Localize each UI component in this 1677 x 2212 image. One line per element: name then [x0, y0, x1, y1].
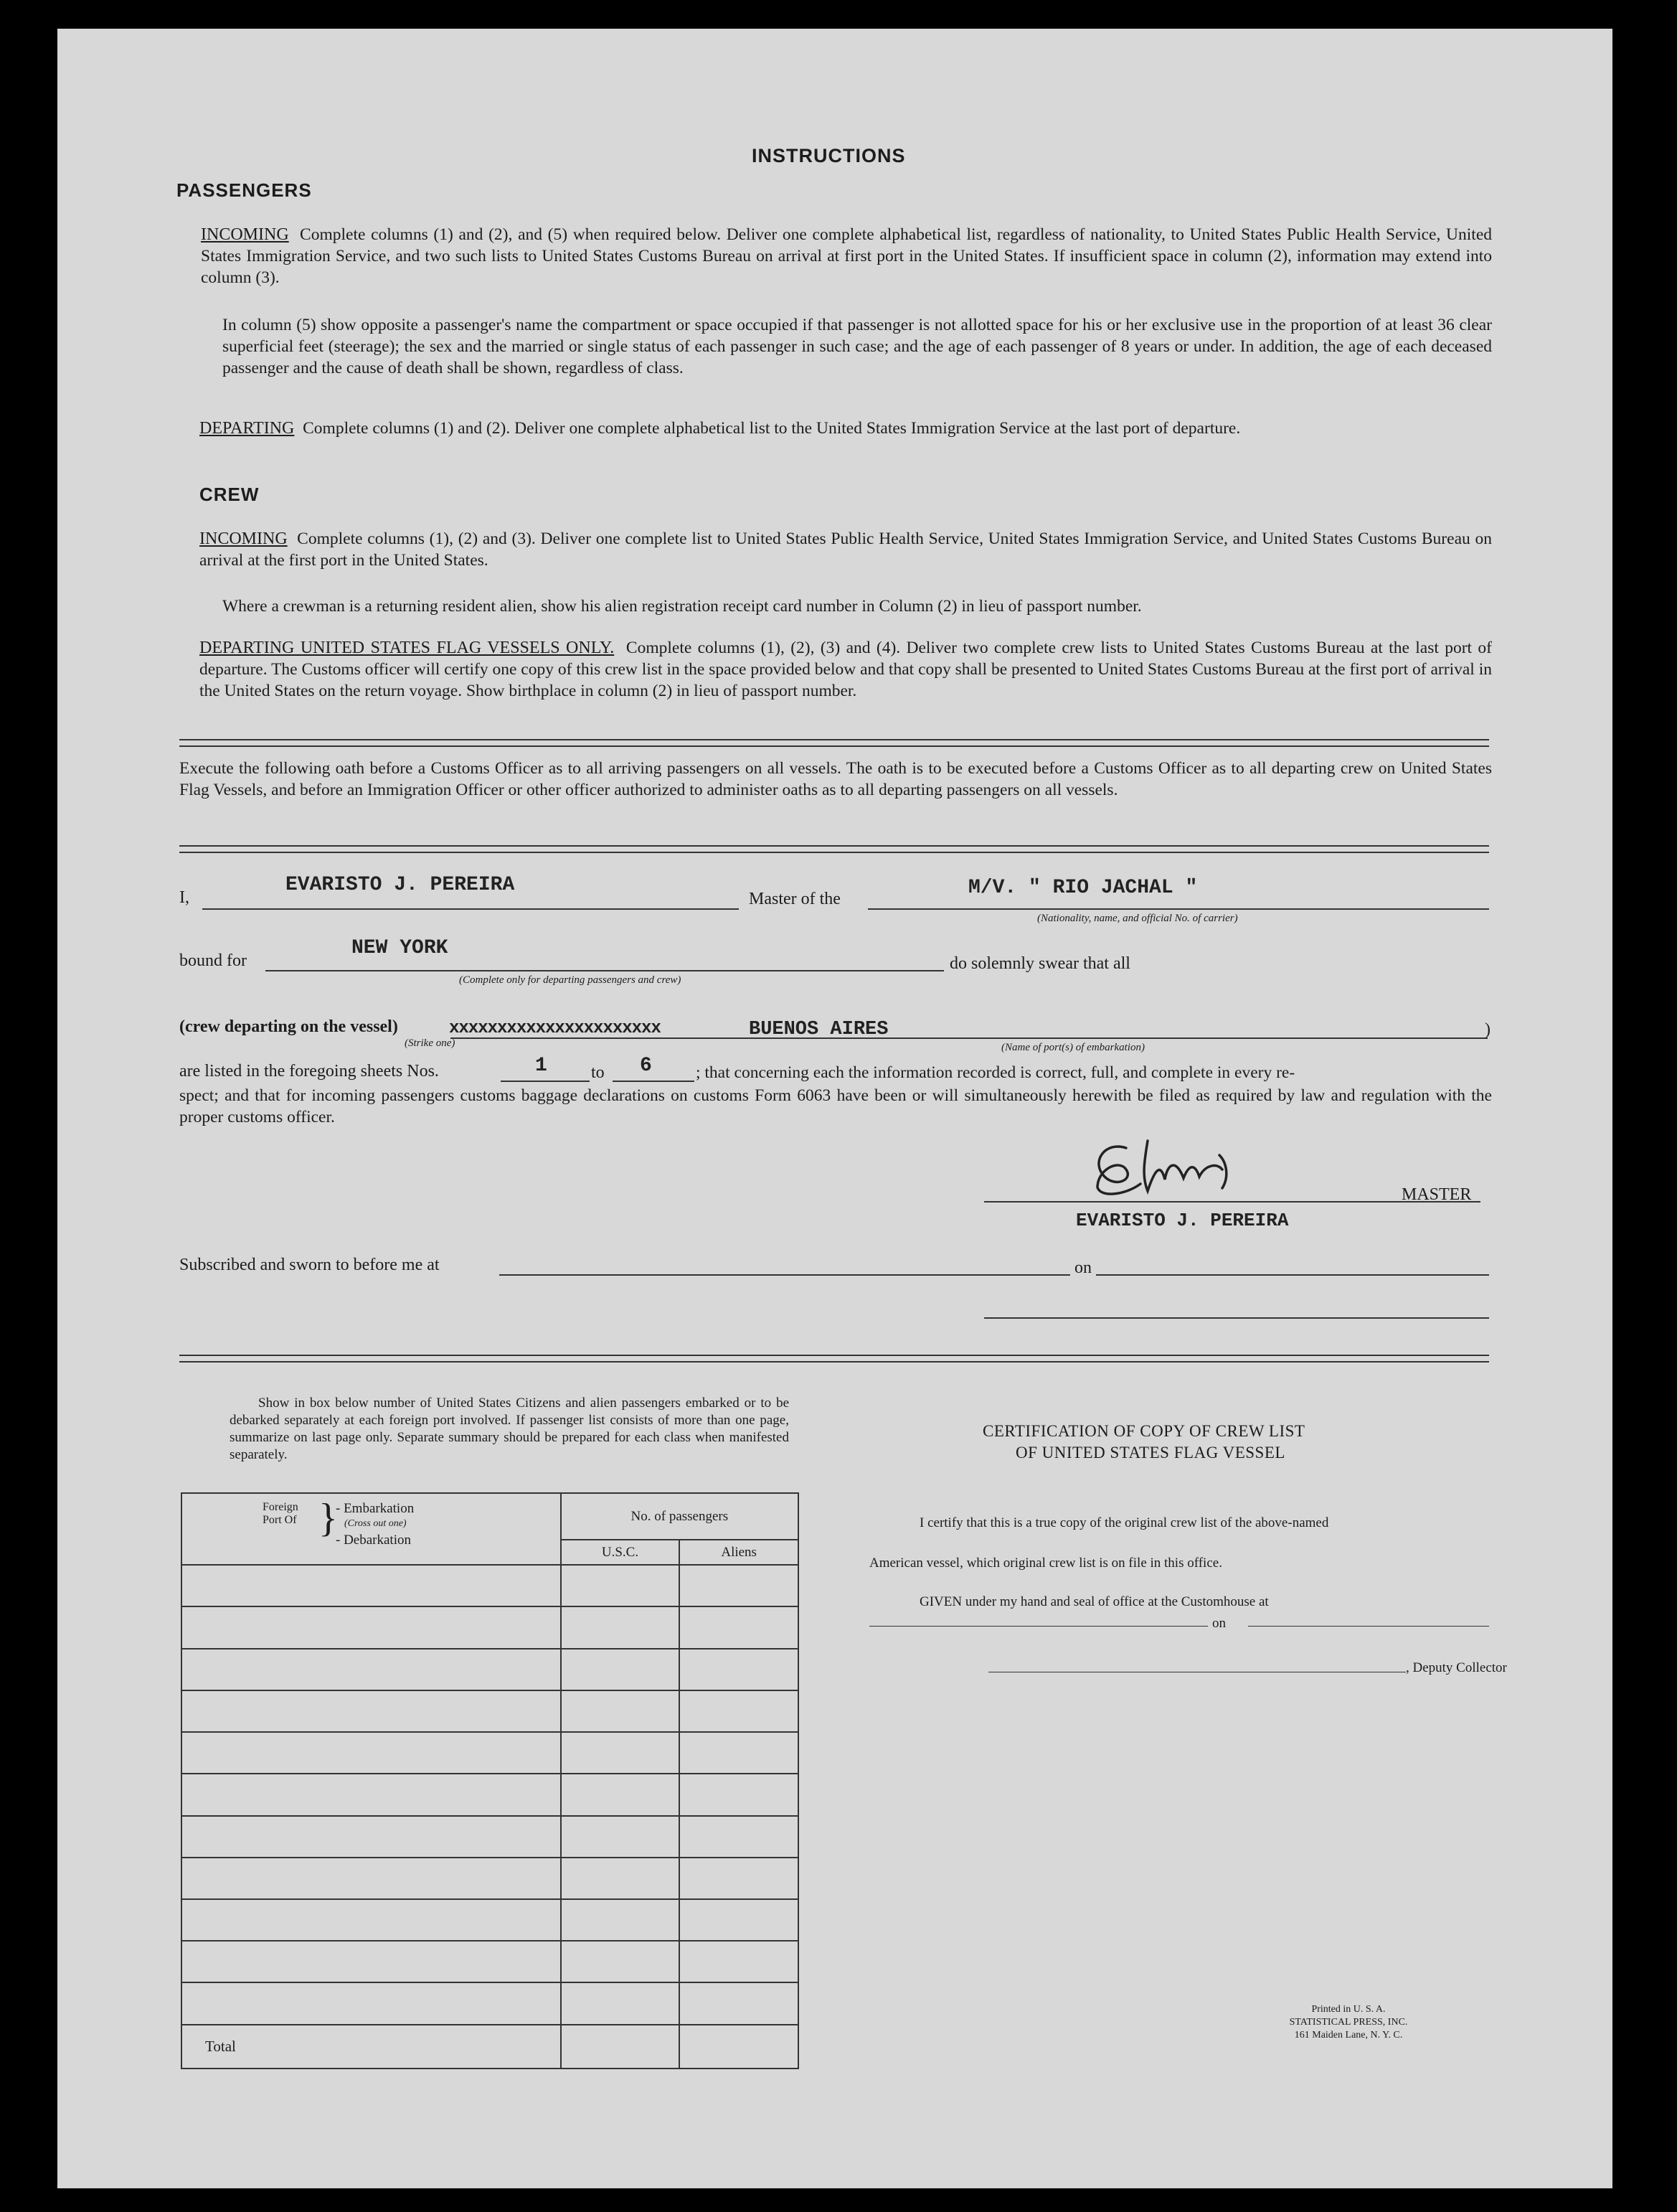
- usc-cell[interactable]: [561, 1899, 680, 1941]
- incoming-column5-text: In column (5) show opposite a passenger's name the compartment or space occupied if that passenger is not allotted space for his or her exclusive use in the proportion of at least 36 clear superficial feet (steerage); the sex and the married or single status of each passenger in such case; and the age of each passenger of 8 years or under. In addition, the age of each deceased passenger and the cause of death shall be shown, regardless of class.: [222, 316, 1492, 377]
- port-cell[interactable]: [181, 1858, 561, 1899]
- certification-text-2: American vessel, which original crew list is on file in this office.: [869, 1556, 1222, 1571]
- aliens-cell[interactable]: [679, 1816, 798, 1858]
- oath-intro-block: [179, 758, 1492, 801]
- aliens-cell[interactable]: [679, 1982, 798, 2024]
- usc-cell[interactable]: [561, 1941, 680, 1982]
- master-label: MASTER: [1402, 1185, 1472, 1204]
- close-paren: ): [1485, 1020, 1491, 1039]
- port-of-embarkation[interactable]: BUENOS AIRES: [749, 1019, 889, 1040]
- subscribed-label: Subscribed and sworn to before me at: [179, 1256, 440, 1274]
- incoming-text: Complete columns (1) and (2), and (5) when required below. Deliver one complete alphabetical list, regardless of nationality, to United States Public Health Service, United States Immigration Service, and two such lists to United States Customs Bureau on arrival at first port in the United States. If insufficient space in column (2), information may extend into column (3).: [201, 225, 1493, 287]
- departing-text: Complete columns (1) and (2). Deliver one complete alphabetical list to the United States Immigration Service at the last port of departure.: [303, 419, 1241, 438]
- crew-departing-block: [199, 637, 1492, 702]
- printer-line-1: Printed in U. S. A.: [1311, 2004, 1386, 2015]
- port-cell[interactable]: [181, 1565, 561, 1606]
- officer-signature-line[interactable]: [984, 1317, 1489, 1319]
- aliens-header: Aliens: [679, 1540, 798, 1565]
- bound-for-label: bound for: [179, 951, 247, 970]
- passenger-summary-table: [181, 1492, 799, 2069]
- brace: }: [318, 1496, 338, 1540]
- certification-title-1: CERTIFICATION OF COPY OF CREW LIST: [983, 1422, 1305, 1440]
- certification-date-line[interactable]: [1248, 1626, 1489, 1627]
- usc-cell[interactable]: [561, 1816, 680, 1858]
- master-signature: [1076, 1119, 1248, 1205]
- usc-cell[interactable]: [561, 1649, 680, 1690]
- crew-incoming-block: [199, 528, 1492, 571]
- printer-line-3: 161 Maiden Lane, N. Y. C.: [1294, 2030, 1403, 2041]
- passengers-incoming-block: [201, 224, 1492, 288]
- master-of-label: Master of the: [749, 890, 841, 908]
- master-name[interactable]: EVARISTO J. PEREIRA: [285, 874, 515, 896]
- port-cell[interactable]: [181, 1982, 561, 2024]
- port-header-cell: [181, 1493, 561, 1565]
- customhouse-line[interactable]: [869, 1626, 1219, 1627]
- sheet-from[interactable]: 1: [535, 1055, 547, 1077]
- sheet-to-line: [613, 1081, 694, 1082]
- total-label: Total: [181, 2025, 561, 2069]
- oath-divider: [179, 845, 1489, 853]
- port-cell[interactable]: [181, 1816, 561, 1858]
- usc-cell[interactable]: [561, 1732, 680, 1774]
- strike-caption: (Strike one): [405, 1037, 455, 1049]
- crew-resident-block: [222, 596, 1492, 617]
- certification-text-1: I certify that this is a true copy of the original crew list of the above-named: [920, 1515, 1329, 1530]
- port-cell[interactable]: [181, 1732, 561, 1774]
- crew-incoming-label: INCOMING: [199, 530, 288, 548]
- vessel-caption: (Nationality, name, and official No. of carrier): [1037, 913, 1238, 924]
- aliens-cell[interactable]: [679, 1858, 798, 1899]
- usc-cell[interactable]: [561, 1606, 680, 1648]
- bound-for-line: [265, 970, 944, 971]
- master-name-line: [202, 908, 739, 910]
- sworn-place-line[interactable]: [499, 1274, 1070, 1276]
- struck-text: xxxxxxxxxxxxxxxxxxxxxx: [449, 1019, 661, 1038]
- usc-cell[interactable]: [561, 1690, 680, 1732]
- summary-note-block: [230, 1395, 789, 1464]
- port-caption: (Name of port(s) of embarkation): [1001, 1042, 1145, 1053]
- departing-label: DEPARTING: [199, 419, 295, 438]
- total-aliens-cell[interactable]: [679, 2025, 798, 2069]
- sheet-to[interactable]: 6: [640, 1055, 652, 1077]
- listed-text-2: spect; and that for incoming passengers customs baggage declarations on customs Form 6063 have been or will simultaneously herewith be filed as required by law and regulation with the proper customs officer.: [179, 1086, 1492, 1126]
- bound-caption: (Complete only for departing passengers and crew): [459, 974, 681, 986]
- summary-note: Show in box below number of United States Citizens and alien passengers embarked or to be debarked separately at each foreign port involved. If passenger list consists of more than one page, summarize on last page only. Separate summary should be prepared for each class when manifested separately.: [230, 1396, 789, 1462]
- cross-out-label: (Cross out one): [344, 1518, 407, 1529]
- printer-imprint: [1255, 2003, 1442, 2042]
- embarkation-line: [450, 1037, 1488, 1039]
- section-divider: [179, 739, 1489, 747]
- crew-incoming-text: Complete columns (1), (2) and (3). Deliver one complete list to United States Public Health Service, United States Immigration Service, and United States Customs Bureau on arrival at the first port in the United States.: [199, 530, 1492, 570]
- listed-text-1: ; that concerning each the information recorded is correct, full, and complete in every re-: [696, 1063, 1295, 1082]
- usc-cell[interactable]: [561, 1982, 680, 2024]
- total-usc-cell[interactable]: [561, 2025, 680, 2069]
- incoming-label: INCOMING: [201, 225, 289, 244]
- aliens-cell[interactable]: [679, 1649, 798, 1690]
- summary-divider: [179, 1355, 1489, 1363]
- passengers-column5-block: [222, 314, 1492, 379]
- usc-cell[interactable]: [561, 1774, 680, 1815]
- certification-text-3: GIVEN under my hand and seal of office at the Customhouse at: [920, 1594, 1269, 1609]
- sheet-from-line: [501, 1081, 590, 1082]
- i-label: I,: [179, 888, 189, 907]
- instructions-title: INSTRUCTIONS: [752, 145, 906, 166]
- certification-on-label: on: [1208, 1616, 1230, 1632]
- vessel-line: [868, 908, 1489, 910]
- certification-title-2: OF UNITED STATES FLAG VESSEL: [1016, 1444, 1285, 1462]
- aliens-cell[interactable]: [679, 1899, 798, 1941]
- crew-departing-label: DEPARTING UNITED STATES FLAG VESSELS ONLY.: [199, 639, 615, 657]
- to-label: to: [591, 1063, 605, 1082]
- debarkation-label[interactable]: - Debarkation: [336, 1533, 411, 1548]
- port-cell[interactable]: [181, 1690, 561, 1732]
- printer-line-2: STATISTICAL PRESS, INC.: [1289, 2017, 1408, 2028]
- document-page: [57, 29, 1612, 2188]
- no-of-passengers-header: No. of passengers: [561, 1493, 798, 1540]
- embarkation-label[interactable]: - Embarkation: [336, 1501, 415, 1516]
- usc-cell[interactable]: [561, 1858, 680, 1899]
- usc-header: U.S.C.: [561, 1540, 680, 1565]
- usc-cell[interactable]: [561, 1565, 680, 1606]
- passengers-heading: PASSENGERS: [176, 179, 312, 201]
- crew-departing-text: Complete columns (1), (2), (3) and (4). Deliver two complete crew lists to United States Customs Bureau at the last port of departure. The Customs officer will certify one copy of this crew list in the space provided below and that copy shall be presented to United States Customs Bureau at the first port of arrival in the United States on the return voyage. Show birthplace in column (2) in lieu of passport number.: [199, 639, 1492, 700]
- aliens-cell[interactable]: [679, 1774, 798, 1815]
- port-cell[interactable]: [181, 1899, 561, 1941]
- aliens-cell[interactable]: [679, 1732, 798, 1774]
- signature-name: EVARISTO J. PEREIRA: [1076, 1210, 1289, 1231]
- port-cell[interactable]: [181, 1941, 561, 1982]
- aliens-cell[interactable]: [679, 1941, 798, 1982]
- crew-resident-text: Where a crewman is a returning resident alien, show his alien registration receipt card number in Column (2) in lieu of passport number.: [222, 597, 1142, 616]
- aliens-cell[interactable]: [679, 1606, 798, 1648]
- swear-text: do solemnly swear that all: [950, 954, 1130, 973]
- aliens-cell[interactable]: [679, 1690, 798, 1732]
- oath-intro: Execute the following oath before a Customs Officer as to all arriving passengers on all vessels. The oath is to be executed before a Customs Officer as to all departing crew on United States Flag Vessels, and before an Immigration Officer or other officer authorized to administer oaths as to all departing passengers on all vessels.: [179, 759, 1492, 799]
- bound-for-value[interactable]: NEW YORK: [351, 937, 448, 959]
- sworn-date-line[interactable]: [1096, 1274, 1489, 1276]
- crew-heading: CREW: [199, 484, 260, 505]
- passengers-departing-block: [199, 418, 1492, 439]
- deputy-collector-label: , Deputy Collector: [1406, 1660, 1507, 1675]
- vessel-name[interactable]: M/V. " RIO JACHAL ": [968, 877, 1198, 899]
- port-cell[interactable]: [181, 1774, 561, 1815]
- listed-label: are listed in the foregoing sheets Nos.: [179, 1062, 439, 1081]
- listed-text-2-block: [179, 1085, 1492, 1128]
- port-cell[interactable]: [181, 1606, 561, 1648]
- foreign-port-of: Foreign Port Of: [263, 1501, 298, 1526]
- crew-departing-on-vessel: (crew departing on the vessel): [179, 1017, 398, 1036]
- port-cell[interactable]: [181, 1649, 561, 1690]
- aliens-cell[interactable]: [679, 1565, 798, 1606]
- sworn-on-label: on: [1074, 1258, 1092, 1277]
